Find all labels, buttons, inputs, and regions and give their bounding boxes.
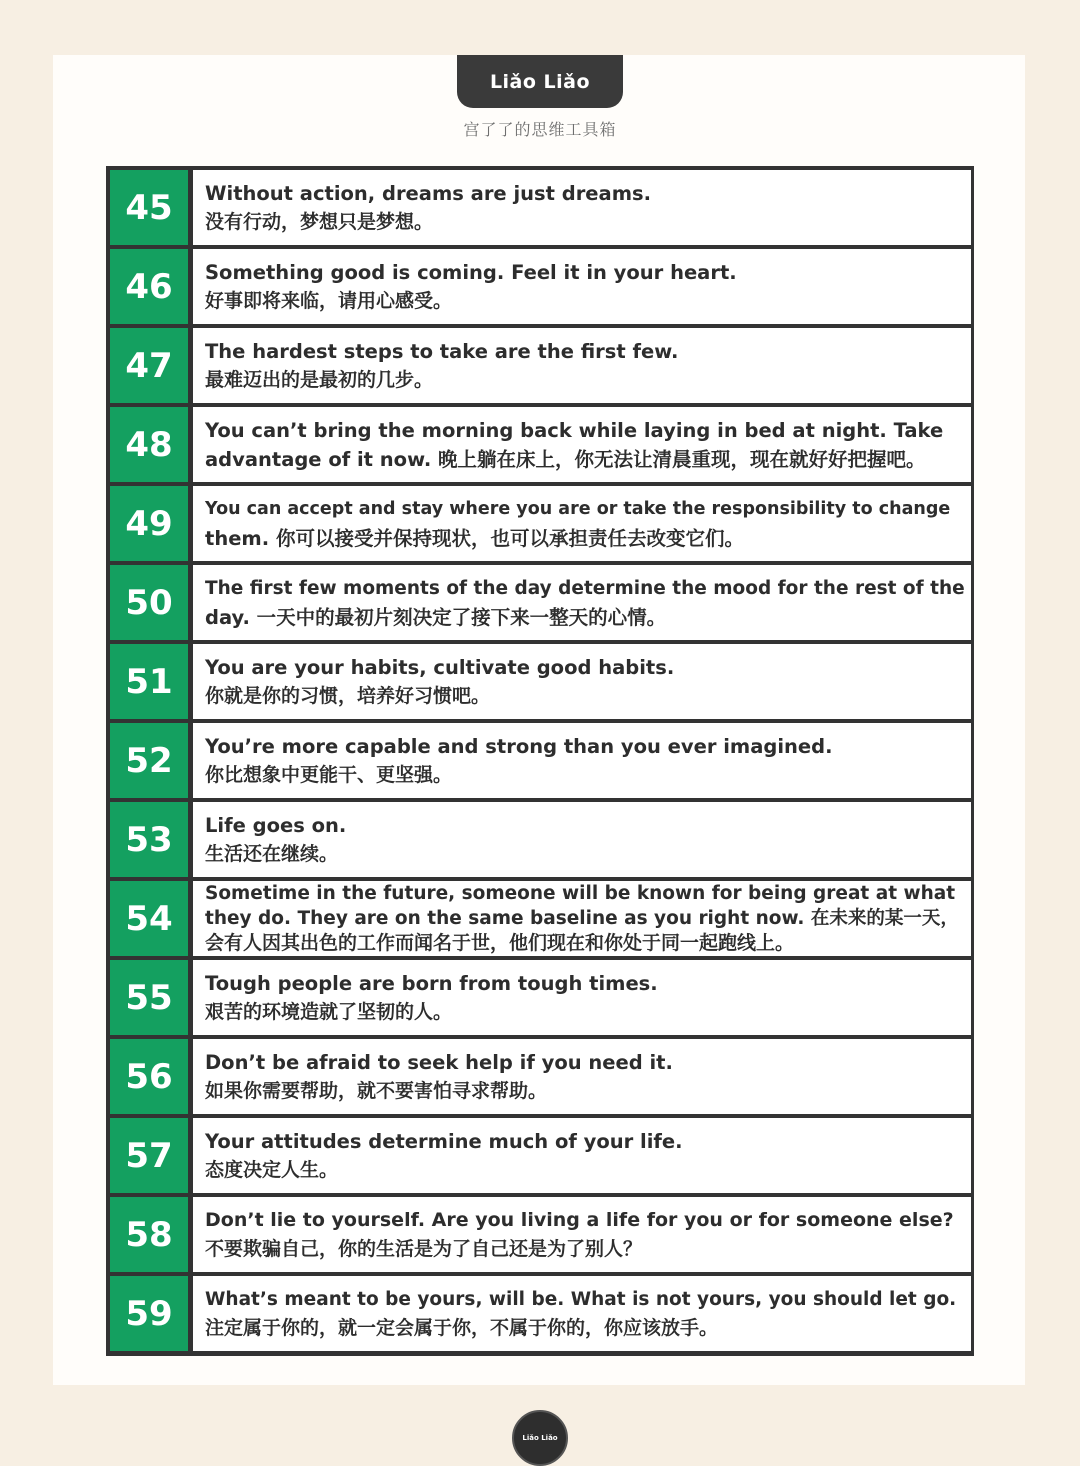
quote-line: 态度决定人生。 [205,1158,339,1181]
quote-line: Something good is coming. Feel it in your heart. [205,260,737,284]
quote-line: You’re more capable and strong than you ever imagined. [205,734,833,758]
table-row [110,328,971,403]
table-row [110,723,971,798]
quote-line: Don’t lie to yourself. Are you living a life for you or for someone else? [205,1208,954,1231]
quote-line: 好事即将来临，请用心感受。 [205,289,453,312]
row-number: 56 [110,1039,188,1114]
quote-line: 注定属于你的，就一定会属于你，不属于你的，你应该放手。 [205,1316,719,1339]
brand-badge [512,1410,568,1466]
table-row [110,170,971,245]
row-number: 54 [110,881,188,956]
quote-cell [193,1039,971,1114]
row-number: 49 [110,486,188,561]
table-row [110,1197,971,1272]
quote-line: The hardest steps to take are the first few. [205,339,679,363]
quote-line: they do. They are on the same baseline as you right now. 在未来的某一天， [205,908,959,929]
brand-subtitle: 宫了了的思维工具箱 [463,120,617,139]
quote-line: The first few moments of the day determine the mood for the rest of the [205,577,965,599]
quote-line: You can accept and stay where you are or take the responsibility to change [205,498,951,519]
row-number: 55 [110,960,188,1035]
row-number: 48 [110,407,188,482]
quote-line: Without action, dreams are just dreams. [205,181,652,205]
quote-cell [193,328,971,403]
quote-cell [193,881,971,956]
quote-line: them. 你可以接受并保持现状，也可以承担责任去改变它们。 [205,526,744,550]
quote-cell [193,644,971,719]
table-row [110,802,971,877]
row-number: 59 [110,1276,188,1351]
quote-line: advantage of it now. 晚上躺在床上，你无法让清晨重现，现在就好好把握吧。 [205,447,926,471]
table-row [110,881,971,956]
row-number: 52 [110,723,188,798]
quote-cell [193,723,971,798]
quote-line: You can’t bring the morning back while laying in bed at night. Take [205,418,944,442]
row-number: 51 [110,644,188,719]
table-row [110,565,971,640]
row-number: 46 [110,249,188,324]
quote-cell [193,249,971,324]
quote-line: What’s meant to be yours, will be. What is not yours, you should let go. [205,1288,957,1310]
quote-cell [193,1197,971,1272]
row-number: 50 [110,565,188,640]
row-number: 58 [110,1197,188,1272]
row-number: 47 [110,328,188,403]
quote-cell [193,1276,971,1351]
quote-line: day. 一天中的最初片刻决定了接下来一整天的心情。 [205,605,667,629]
quote-cell [193,565,971,640]
table-row [110,960,971,1035]
quotes-table [106,166,974,1356]
brand-logo [457,55,623,108]
brand-logo-text: Liǎo Liǎo [489,70,591,93]
quote-cell [193,486,971,561]
quote-cell [193,802,971,877]
quote-line: 你比想象中更能干、更坚强。 [205,763,453,786]
quote-line: Tough people are born from tough times. [205,971,658,995]
quote-line: Sometime in the future, someone will be known for being great at what [205,883,956,904]
quote-line: 你就是你的习惯，培养好习惯吧。 [205,684,491,707]
quote-line: 如果你需要帮助，就不要害怕寻求帮助。 [205,1079,548,1102]
row-number: 45 [110,170,188,245]
table-row [110,1039,971,1114]
table-row [110,644,971,719]
table-row [110,486,971,561]
quote-line: Your attitudes determine much of your life. [205,1129,683,1153]
quote-cell [193,1118,971,1193]
quote-line: 最难迈出的是最初的几步。 [205,368,434,391]
brand-badge-text: Liǎo Liǎo [522,1434,558,1442]
table-row [110,249,971,324]
quote-cell [193,170,971,245]
quote-cell [193,960,971,1035]
quote-line: Don’t be afraid to seek help if you need it. [205,1050,673,1074]
table-row [110,1276,971,1351]
quote-line: 会有人因其出色的工作而闻名于世，他们现在和你处于同一起跑线上。 [205,932,795,954]
quote-line: Life goes on. [205,813,347,837]
quote-line: 不要欺骗自己，你的生活是为了自己还是为了别人？ [205,1237,643,1260]
row-number: 53 [110,802,188,877]
quote-line: You are your habits, cultivate good habits. [205,655,675,679]
quote-line: 没有行动，梦想只是梦想。 [205,210,434,233]
table-row [110,1118,971,1193]
quote-cell [193,407,971,482]
row-number: 57 [110,1118,188,1193]
table-row [110,407,971,482]
quote-line: 生活还在继续。 [205,842,339,865]
quote-line: 艰苦的环境造就了坚韧的人。 [205,1000,453,1023]
